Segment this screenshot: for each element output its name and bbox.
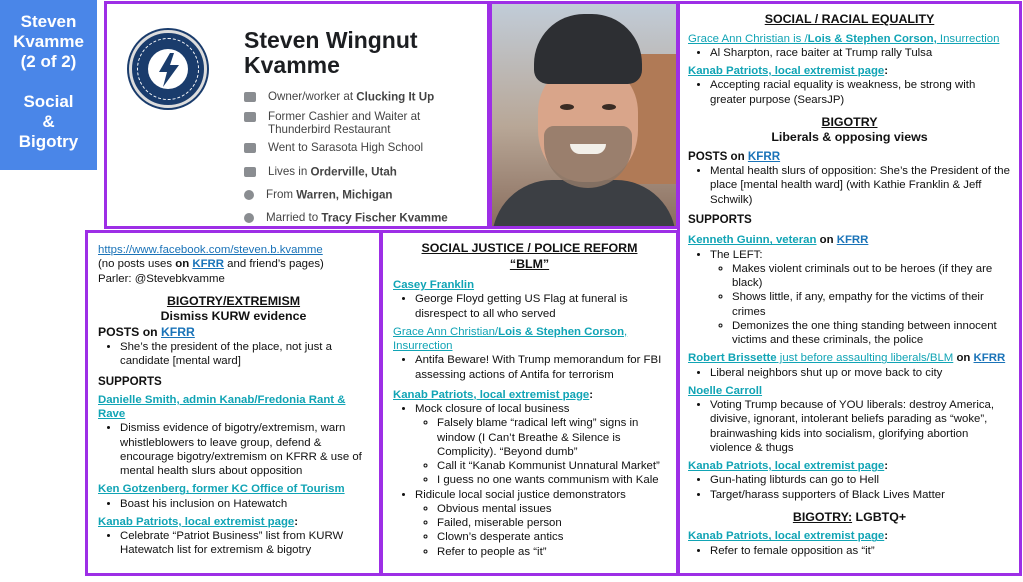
sub-list-item: ◦ I guess no one wants communism with Kale: [437, 473, 666, 487]
briefcase-icon: [244, 112, 256, 122]
list-item: • George Floyd getting US Flag at funeral is disrespect to all who served: [415, 292, 666, 321]
kfrr-link[interactable]: KFRR: [160, 324, 195, 339]
tab-line: &: [42, 112, 55, 132]
list-item: • Gun-hating libturds can go to Hell: [710, 473, 1011, 487]
list-item: • The LEFT: ◦ Makes violent criminals out to be heroes (if they are black) ◦ Shows little, if any, empathy for the victims of their crimes ◦ Demonizes the one thing standing between innocent victims and these criminals, the police: [710, 248, 1011, 348]
facebook-url-link[interactable]: https://www.facebook.com/steven.b.kvamme: [98, 244, 323, 256]
poster-name[interactable]: Kenneth Guinn, veteran: [688, 234, 817, 247]
profile-item-lives: Lives in Orderville, Utah: [244, 165, 397, 180]
list-item: • Antifa Beware! With Trump memorandum for FBI assessing actions of Antifa for terrorism: [415, 353, 666, 382]
section-heading: BIGOTRY: LGBTQ+: [792, 509, 907, 524]
sub-list-item: ◦ Obvious mental issues: [437, 502, 666, 516]
section-tab: [0, 0, 97, 170]
profile-item-education: Went to Sarasota High School: [244, 141, 423, 156]
kfrr-link[interactable]: KFRR: [973, 352, 1006, 365]
section-heading: SOCIAL JUSTICE / POLICE REFORM: [421, 241, 638, 255]
supports-label: SUPPORTS: [98, 374, 162, 388]
supporter-name[interactable]: Ken Gotzenberg, former KC Office of Tourism: [98, 483, 345, 496]
parler-handle: Parler: @Stevebkvamme: [98, 272, 225, 285]
list-item: • Al Sharpton, race baiter at Trump rally Tulsa: [710, 46, 1011, 60]
tab-line: Kvamme: [13, 32, 84, 52]
supports-label: SUPPORTS: [688, 212, 752, 226]
section-heading: BIGOTRY/EXTREMISM: [166, 293, 301, 308]
poster-name[interactable]: Grace Ann Christian/Lois & Stephen Corson, Insurrection: [393, 325, 628, 352]
poster-name[interactable]: Kanab Patriots, local extremist page: [688, 460, 885, 473]
graduation-cap-icon: [244, 143, 256, 153]
sub-list-item: ◦ Refer to people as “it”: [437, 545, 666, 559]
section-subheading: Liberals & opposing views: [771, 130, 928, 145]
posts-label: POSTS on KFRR: [98, 324, 195, 339]
profile-photo: [489, 1, 679, 229]
list-item: • Mental health slurs of opposition: She’s the President of the place [mental health ward] (with Kathie Franklin & Jeff Schwilk): [710, 164, 1011, 207]
section-subheading: Dismiss KURW evidence: [160, 309, 307, 324]
list-item: • Boast his inclusion on Hatewatch: [120, 497, 369, 511]
list-item: • Voting Trump because of YOU liberals: destroy America, divisive, ignorant, intolerant beliefs parading as “woke”, brainwashing kids into socialism, glorifying abortion violence & thugs: [710, 398, 1011, 455]
sub-list-item: ◦ Shows little, if any, empathy for the victims of their crimes: [732, 290, 1011, 319]
poster-name[interactable]: Grace Ann Christian is /Lois & Stephen Corson, Insurrection: [688, 32, 1000, 45]
tab-line: Steven: [20, 12, 77, 31]
sub-list-item: ◦ Call it “Kanab Kommunist Unnatural Market”: [437, 459, 666, 473]
profile-item-work: Owner/worker at Clucking It Up: [244, 90, 434, 105]
list-item: • Target/harass supporters of Black Lives Matter: [710, 488, 1011, 502]
poster-name[interactable]: Kanab Patriots, local extremist page: [393, 388, 590, 401]
list-item: • Dismiss evidence of bigotry/extremism, warn whistleblowers to leave group, defend & encourage bigotry/extremism on KFRR & use of mental health slurs about opposition: [120, 421, 369, 478]
tab-line: (2 of 2): [20, 52, 77, 72]
bigotry-extremism-panel: https://www.facebook.com/steven.b.kvamme (no posts uses on KFRR and friend’s pages) Parler: @Stevebkvamme BIGOTRY/EXTREMISM Dismiss KURW evidence POSTS on KFRR • She’s the president of the place, not just a candidate [mental ward] SUPPORTS Danielle Smith, admin Kanab/Fredonia Rant & Rave • Dismiss evidence of bigotry/extremism, warn whistleblowers to leave group, defend & encourage bigotry/extremism on KFRR & use of mental health slurs about opposition Ken Gotzenberg, former KC Office of Tourism • Boast his inclusion on Hatewatch Kanab Patriots, local extremist page: • Celebrate “Patriot Business” list from KURW Hatewatch list for extremism & bigotry: [85, 230, 382, 576]
poster-name[interactable]: Casey Franklin: [393, 279, 475, 291]
list-item: • Liberal neighbors shut up or move back to city: [710, 366, 1011, 380]
section-heading: SOCIAL / RACIAL EQUALITY: [764, 12, 935, 26]
tab-line: Bigotry: [18, 132, 79, 152]
profile-card: [104, 1, 490, 229]
location-pin-icon: [244, 190, 254, 200]
posts-label: POSTS on KFRR: [688, 149, 781, 163]
list-item: • Refer to female opposition as “it”: [710, 544, 1011, 558]
sub-list-item: ◦ Failed, miserable person: [437, 516, 666, 530]
team-logo: [129, 30, 207, 108]
heart-icon: [244, 213, 254, 223]
supporter-name[interactable]: Kanab Patriots, local extremist page: [98, 515, 295, 528]
poster-name[interactable]: Robert Brissette: [688, 352, 777, 365]
list-item: • She’s the president of the place, not just a candidate [mental ward]: [120, 340, 369, 369]
poster-name[interactable]: Kanab Patriots, local extremist page: [688, 65, 885, 77]
supporter-name[interactable]: Danielle Smith, admin Kanab/Fredonia Rant & Rave: [98, 393, 346, 421]
list-item: • Accepting racial equality is weakness, be strong with greater purpose (SearsJP): [710, 78, 1011, 107]
sub-list-item: ◦ Clown’s desperate antics: [437, 530, 666, 544]
profile-name: Steven Wingnut Kvamme: [244, 27, 418, 79]
tab-line: Social: [23, 92, 74, 112]
kfrr-link[interactable]: KFRR: [836, 234, 869, 247]
list-item: • Mock closure of local business ◦ Falsely blame “radical left wing” signs in window (I Can’t Breathe & Silence is Complicity). “Beyond dumb” ◦ Call it “Kanab Kommunist Unnatural Market” ◦ I guess no one wants communism with Kale: [415, 402, 666, 488]
list-item: • Celebrate “Patriot Business” list from KURW Hatewatch list for extremism & bigotry: [120, 529, 369, 558]
list-item: • Ridicule local social justice demonstrators ◦ Obvious mental issues ◦ Failed, miserable person ◦ Clown’s desperate antics ◦ Refer to people as “it”: [415, 488, 666, 559]
lightning-bolt-icon: [156, 53, 182, 87]
section-heading: BIGOTRY: [821, 114, 878, 129]
section-heading: “BLM”: [509, 256, 550, 271]
profile-item-from: From Warren, Michigan: [244, 188, 392, 203]
social-justice-panel: SOCIAL JUSTICE / POLICE REFORM “BLM” Casey Franklin • George Floyd getting US Flag at funeral is disrespect to all who served Grace Ann Christian/Lois & Stephen Corson, Insurrection • Antifa Beware! With Trump memorandum for FBI assessing actions of Antifa for terrorism Kanab Patriots, local extremist page: • Mock closure of local business ◦ Falsely blame “radical left wing” signs in window (I Can’t Breathe & Silence is Complicity). “Beyond dumb” ◦ Call it “Kanab Kommunist Unnatural Market” ◦ I guess no one wants communism with Kale • Ridicule local social justice demonstrators ◦ Obvious mental issues ◦ Failed, miserable person ◦ Clown’s desperate antics ◦ Refer to people as “it”: [380, 230, 679, 576]
social-racial-equality-panel: SOCIAL / RACIAL EQUALITY Grace Ann Christian is /Lois & Stephen Corson, Insurrection • Al Sharpton, race baiter at Trump rally Tulsa Kanab Patriots, local extremist page: • Accepting racial equality is weakness, be strong with greater purpose (SearsJP) BIGOTRY Liberals & opposing views POSTS on KFRR • Mental health slurs of opposition: She’s the President of the place [mental health ward] (with Kathie Franklin & Jeff Schwilk) SUPPORTS Kenneth Guinn, veteran on KFRR • The LEFT: ◦ Makes violent criminals out to be heroes (if they are black) ◦ Shows little, if any, empathy for the victims of their crimes ◦ Demonizes the one thing standing between innocent victims and these criminals, the police Robert Brissette just before assaulting liberals/BLM on KFRR • Liberal neighbors shut up or move back to city Noelle Carroll • Voting Trump because of YOU liberals: destroy America, divisive, ignorant, intolerant beliefs parading as “woke”, brainwashing kids into socialism, glorifying abortion violence & thugs Kanab Patriots, local extremist page: • Gun-hating libturds can go to Hell • Target/harass supporters of Black Lives Matter BIGOTRY: LGBTQ+ Kanab Patriots, local extremist page: • Refer to female opposition as “it”: [677, 1, 1022, 576]
poster-name[interactable]: Kanab Patriots, local extremist page: [688, 530, 885, 543]
tab-spacer: [0, 72, 97, 92]
posting-note: (no posts uses on KFRR and friend’s pages): [98, 258, 324, 271]
briefcase-icon: [244, 92, 256, 102]
kfrr-link[interactable]: KFRR: [192, 258, 224, 271]
kfrr-link[interactable]: KFRR: [747, 149, 781, 163]
poster-name[interactable]: Noelle Carroll: [688, 384, 763, 397]
profile-item-married: Married to Tracy Fischer Kvamme: [244, 211, 448, 226]
home-icon: [244, 167, 256, 177]
sub-list-item: ◦ Makes violent criminals out to be heroes (if they are black): [732, 262, 1011, 291]
profile-item-former-work: Former Cashier and Waiter at Thunderbird Restaurant: [244, 110, 474, 137]
sub-list-item: ◦ Demonizes the one thing standing between innocent victims and these criminals, the police: [732, 319, 1011, 348]
sub-list-item: ◦ Falsely blame “radical left wing” signs in window (I Can’t Breathe & Silence is Complicity). “Beyond dumb”: [437, 416, 666, 459]
